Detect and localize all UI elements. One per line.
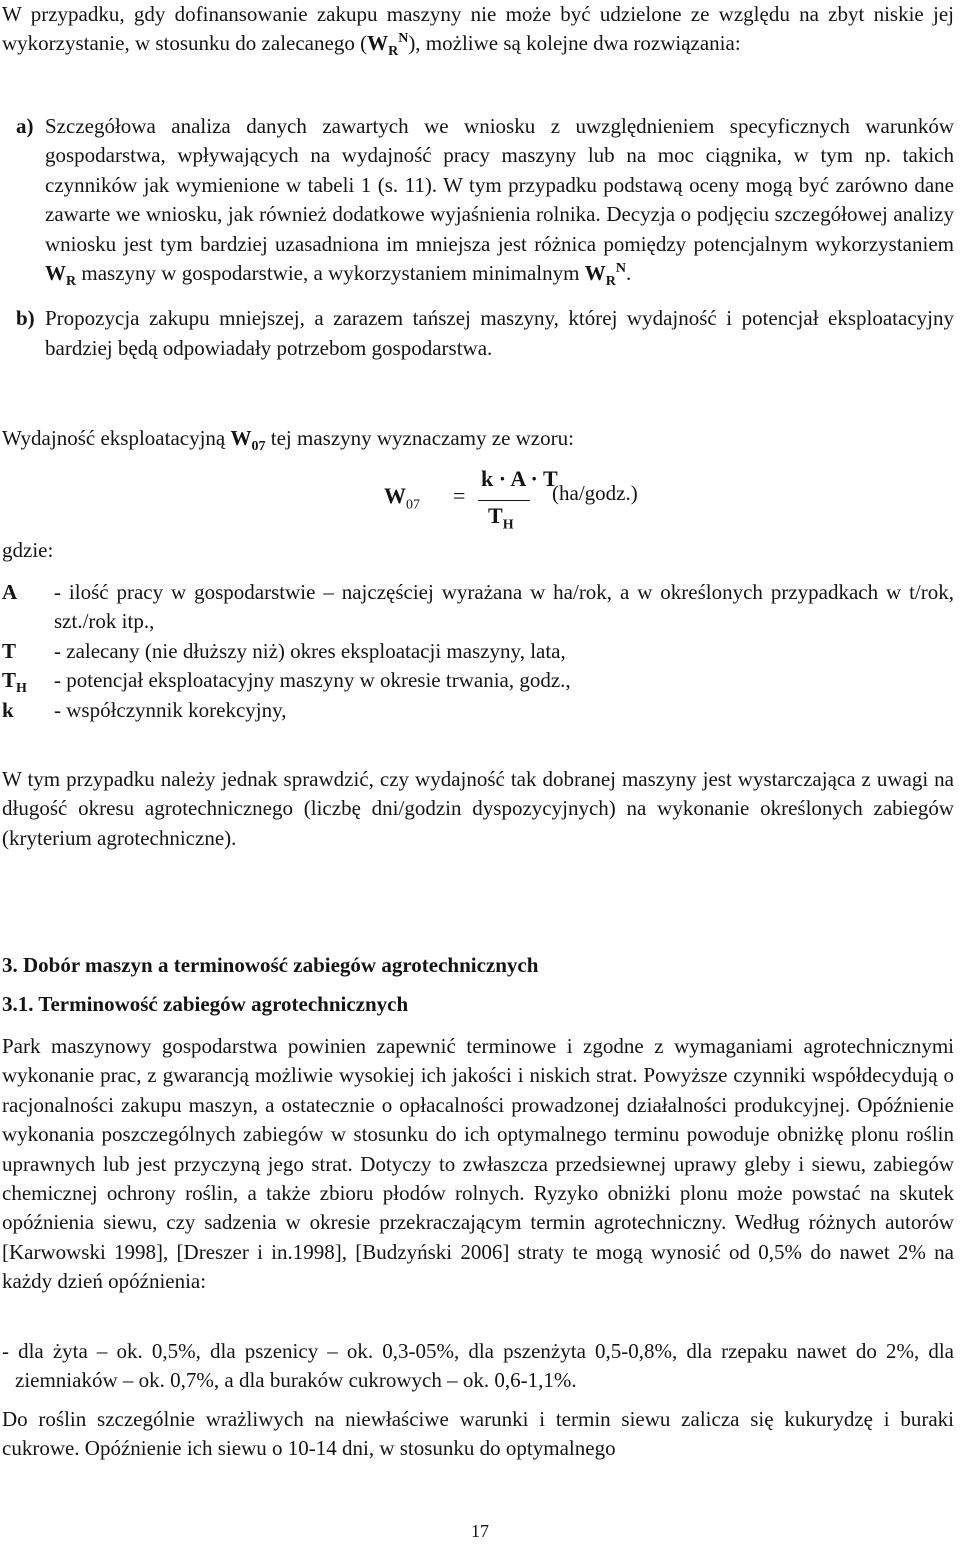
page-number: 17	[471, 1521, 489, 1541]
formula-lhs: $W_{07}$	[384, 483, 420, 513]
intro-paragraph	[2, 0, 954, 59]
option-a-marker: a)	[16, 114, 34, 138]
definition-item: $T_H$ - potencjał eksploatacyjny maszyny w okresie trwania, godz.,	[2, 668, 571, 697]
where-label: gdzie:	[2, 538, 54, 562]
option-b-text: Propozycja zakupu mniejszej, a zarazem tańszej maszyny, której wydajność i potencjał eksploatacyjny bardziej będą odpowiadały potrzebom gospodarstwa.	[45, 306, 954, 360]
formula-intro: Wydajność eksploatacyjną $W_{07}$ tej maszyny wyznaczamy ze wzoru:	[2, 426, 574, 455]
formula-equals: =	[453, 483, 466, 508]
definition-item: T - zalecany (nie dłuższy niż) okres eksploatacji maszyny, lata,	[2, 637, 954, 666]
definition-item: A - ilość pracy w gospodarstwie – najczęściej wyrażana w ha/rok, a w określonych przypadkach w t/rok, szt./rok itp.,	[2, 580, 954, 634]
losses-item: - dla żyta – ok. 0,5%, dla pszenicy – ok. 0,3-05%, dla pszenżyta 0,5-0,8%, dla rzepaku nawet do 2%, dla ziemniaków – ok. 0,7%, a dla buraków cukrowych – ok. 0,6-1,1%.	[2, 1339, 954, 1393]
definition-item: k - współczynnik korekcyjny,	[2, 696, 954, 725]
definition-symbol: T	[2, 638, 17, 663]
losses-list	[2, 1337, 954, 1396]
fraction-bar	[478, 500, 530, 501]
formula-numerator: k · A · T	[481, 466, 558, 491]
options-list	[2, 112, 954, 363]
section-heading: 3. Dobór maszyn a terminowość zabiegów agrotechnicznych	[2, 953, 539, 977]
option-a: a) Szczegółowa analiza danych zawartych we wniosku z uwzględnieniem specyficznych warunków gospodarstwa, wpływających na wydajność pracy maszyny lub na moc ciągnika, w tym np. takich czynników jak wymienione w tabeli 1 (s. 11). W tym przypadku podstawą oceny mogą być zarówno dane zawarte we wniosku, jak również dodatkowe wyjaśnienia rolnika. Decyzja o podjęciu szczegółowej analizy wniosku jest tym bardziej uzasadniona im mniejsza jest różnica pomiędzy potencjalnym wykorzystaniem $W_R$ maszyny w gospodarstwie, a wykorzystaniem minimalnym $W_R^N$.	[16, 114, 954, 290]
definition-symbol: $T_H$	[2, 668, 27, 697]
intro-text-end: ), możliwe są kolejne dwa rozwiązania:	[408, 31, 741, 56]
w-symbol: $W_R$	[45, 261, 77, 290]
definition-symbol: A	[2, 580, 18, 604]
intro-text-start: W przypadku, gdy dofinansowanie zakupu maszyny nie może być udzielone ze względu na zbyt niskie jej wykorzystanie, w stosunku do zalecanego (	[2, 2, 954, 56]
option-b-marker: b)	[16, 306, 35, 331]
w-symbol: $W_R^N$	[367, 31, 409, 60]
definition-symbol: k	[2, 697, 14, 722]
formula-w07	[384, 466, 664, 546]
park-paragraph: Park maszynowy gospodarstwa powinien zapewnić terminowe i zgodne z wymaganiami agrotechnicznymi wykonanie prac, z gwarancją możliwie wysokiej ich jakości i niskich strat. Powyższe czynniki współdecydują o racjonalności zakupu maszyn, a ostatecznie o opłacalności prowadzonej działalności produkcyjnej. Opóźnienie wykonania poszczególnych zabiegów w stosunku do ich optymalnego terminu powoduje obniżkę plonu roślin uprawnych lub jest przyczyną jego strat. Dotyczy to zwłaszcza przedsiewnej uprawy gleby i siewu, zabiegów chemicznej ochrony roślin, a także zbioru płodów rolnych. Ryzyko obniżki plonu może powstać na skutek opóźnienia siewu, czy sadzenia w okresie przekraczającym termin agrotechniczny. Według różnych autorów [Karwowski 1998], [Dreszer i in.1998], [Budzyński 2006] straty te mogą wynosić od 0,5% do nawet 2% na każdy dzień opóźnienia:	[2, 1034, 954, 1294]
sensitive-crops-paragraph: Do roślin szczególnie wrażliwych na niewłaściwe warunki i termin siewu zalicza się kukurydzę i buraki cukrowe. Opóźnienie ich siewu o 10-14 dni, w stosunku do optymalnego	[2, 1407, 954, 1461]
option-b	[2, 304, 954, 363]
check-paragraph: W tym przypadku należy jednak sprawdzić, czy wydajność tak dobranej maszyny jest wystarczająca z uwagi na długość okresu agrotechnicznego (liczbę dni/godzin dyspozycyjnych) na wykonanie określonych zabiegów (kryterium agrotechniczne).	[2, 767, 954, 850]
definitions-list	[2, 578, 954, 725]
formula-unit: (ha/godz.)	[552, 481, 638, 505]
w-symbol: $W_R^N$	[584, 261, 626, 290]
w07-symbol: $W_{07}$	[230, 426, 266, 455]
subsection-heading: 3.1. Terminowość zabiegów agrotechnicznych	[2, 992, 409, 1016]
formula-denominator: $T_H$	[488, 503, 514, 533]
